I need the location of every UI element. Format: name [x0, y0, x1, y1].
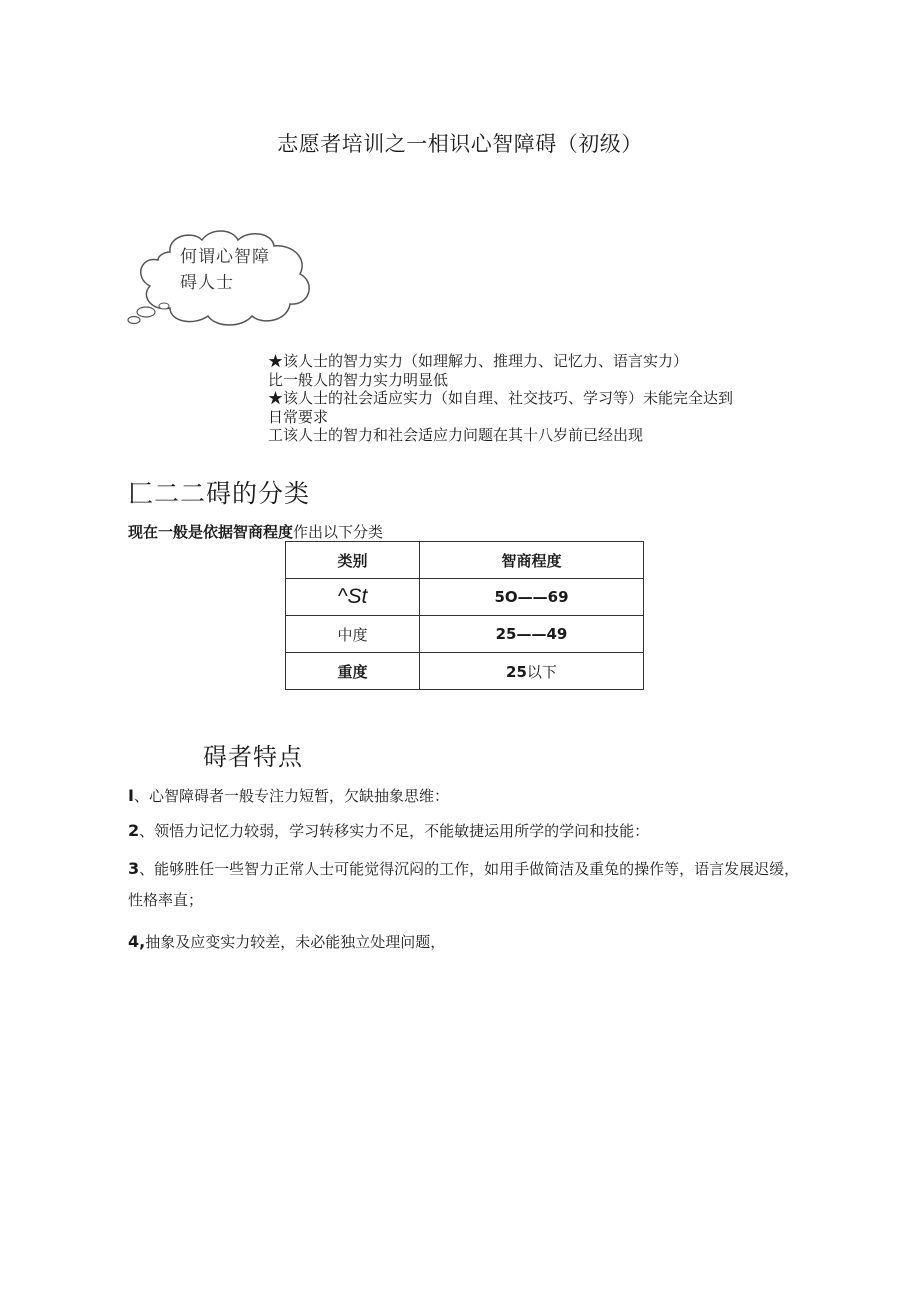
feature-text: 、能够胜任一些智力正常人士可能觉得沉闷的工作，如用手做简洁及重兔的操作等，语言发展迟缓，性格率直；	[128, 860, 800, 909]
cell-category: 中度	[286, 616, 420, 653]
feature-item	[128, 815, 808, 847]
feature-number: 2	[128, 821, 140, 840]
feature-item	[128, 853, 808, 916]
table-row	[286, 653, 644, 690]
intro-normal: 作出以下分类	[293, 523, 384, 541]
cloud-label-line: 何谓心智障	[180, 247, 270, 267]
feature-number: 3	[128, 859, 140, 878]
iq-range: 25——49	[495, 625, 568, 643]
feature-item	[128, 926, 808, 958]
cell-iq	[420, 616, 644, 653]
cell-iq	[420, 653, 644, 690]
classification-intro	[128, 521, 383, 542]
feature-text: 抽象及应变实力较差，未必能独立处理问题，	[145, 933, 446, 951]
table-row	[286, 616, 644, 653]
section-heading-classification: 匚二二碍的分类	[128, 479, 311, 508]
feature-number: 4,	[128, 932, 146, 951]
definition-line: 日常要求	[268, 407, 329, 426]
feature-item	[128, 780, 808, 812]
cloud-label	[180, 244, 290, 296]
cloud-label-line: 碍人士	[180, 273, 234, 293]
cell-iq	[420, 579, 644, 616]
header-category: 类别	[286, 542, 420, 579]
section-heading-features: 碍者特点	[203, 743, 303, 771]
definition-line: ★该人士的社会适应实力（如自理、社交技巧、学习等）未能完全达到	[268, 389, 734, 408]
cell-category: ^St	[286, 579, 420, 616]
intro-bold: 现在一般是依据智商程度	[128, 523, 294, 541]
table-header-row	[286, 542, 644, 579]
definition-line: 比一般人的智力实力明显低	[268, 370, 449, 389]
definition-list	[268, 352, 828, 445]
definition-line: ★该人士的智力实力（如理解力、推理力、记忆力、语言实力）	[268, 352, 689, 370]
classification-table	[285, 541, 644, 690]
header-iq: 智商程度	[420, 542, 644, 579]
table-row	[286, 579, 644, 616]
feature-number: I	[128, 786, 134, 805]
feature-text: 、心智障碍者一般专注力短暂，欠缺抽象思维：	[133, 787, 449, 805]
iq-range: 25	[506, 662, 527, 681]
page-title: 志愿者培训之一相识心智障碍（初级）	[277, 132, 643, 156]
feature-text: 、领悟力记忆力较弱，学习转移实力不足，不能敏捷运用所学的学问和技能：	[139, 822, 650, 840]
iq-suffix: 以下	[526, 662, 557, 681]
cell-category: 重度	[286, 653, 420, 690]
iq-range: 5O——69	[494, 588, 569, 606]
definition-line: 工该人士的智力和社会适应力问题在其十八岁前已经出现	[268, 426, 644, 445]
